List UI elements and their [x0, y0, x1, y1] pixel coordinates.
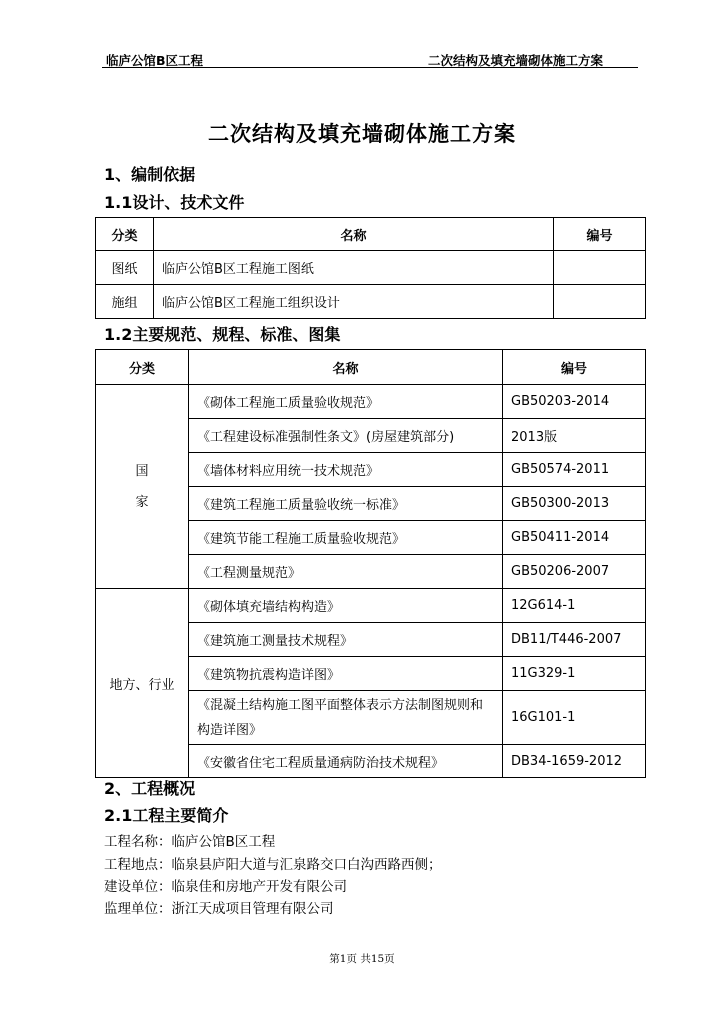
table2-cell-name: 《安徽省住宅工程质量通病防治技术规程》 — [189, 745, 503, 778]
table-row — [96, 385, 646, 419]
table2-header-name: 名称 — [189, 350, 503, 385]
table2-cell-name: 《建筑物抗震构造详图》 — [189, 657, 503, 691]
table2-cell-name: 《建筑施工测量技术规程》 — [189, 623, 503, 657]
section-heading-1-2: 1.2主要规范、规程、标准、图集 — [104, 325, 341, 344]
category-line: 国 — [135, 463, 149, 479]
section-heading-2-1: 2.1工程主要简介 — [104, 806, 229, 825]
table2-cell-code: DB34-1659-2012 — [503, 745, 646, 778]
project-owner: 建设单位：临泉佳和房地产开发有限公司 — [104, 879, 347, 895]
table2-cell-name: 《砌体填充墙结构构造》 — [189, 589, 503, 623]
table2-cell-code: DB11/T446-2007 — [503, 623, 646, 657]
category-line: 家 — [135, 494, 149, 510]
table2-cell-code: GB50574-2011 — [503, 453, 646, 487]
table1-cell-name: 临庐公馆B区工程施工组织设计 — [154, 285, 554, 319]
table2-cell-code: 12G614-1 — [503, 589, 646, 623]
section-heading-2: 2、工程概况 — [104, 779, 196, 798]
table2-cell-code: GB50206-2007 — [503, 555, 646, 589]
design-documents-table — [95, 217, 646, 319]
table1-header-category: 分类 — [96, 218, 154, 251]
table1-header-code: 编号 — [554, 218, 646, 251]
page-number: 第1页 共15页 — [329, 953, 395, 965]
section-heading-1-1: 1.1设计、技术文件 — [104, 193, 245, 212]
table2-header-category: 分类 — [96, 350, 189, 385]
project-supervisor: 监理单位：浙江天成项目管理有限公司 — [104, 901, 334, 917]
table2-category-local: 地方、行业 — [96, 589, 189, 778]
document-title: 二次结构及填充墙砌体施工方案 — [208, 122, 516, 146]
table2-cell-code: 11G329-1 — [503, 657, 646, 691]
table2-cell-name: 《工程测量规范》 — [189, 555, 503, 589]
table2-cell-name: 《建筑工程施工质量验收统一标准》 — [189, 487, 503, 521]
table2-cell-code: GB50411-2014 — [503, 521, 646, 555]
table2-cell-name: 《砌体工程施工质量验收规范》 — [189, 385, 503, 419]
table2-cell-name: 《建筑节能工程施工质量验收规范》 — [189, 521, 503, 555]
header-divider — [102, 67, 638, 68]
table2-cell-code: GB50300-2013 — [503, 487, 646, 521]
project-name: 工程名称：临庐公馆B区工程 — [104, 834, 276, 850]
table2-header-code: 编号 — [503, 350, 646, 385]
section-heading-1: 1、编制依据 — [104, 165, 196, 184]
table2-cell-name: 《墙体材料应用统一技术规范》 — [189, 453, 503, 487]
table2-cell-name: 《混凝土结构施工图平面整体表示方法制图规则和构造详图》 — [189, 691, 503, 745]
table1-cell-name: 临庐公馆B区工程施工图纸 — [154, 251, 554, 285]
header-right: 二次结构及填充墙砌体施工方案 — [428, 53, 604, 68]
table2-category-national — [96, 385, 189, 589]
header-left: 临庐公馆B区工程 — [106, 53, 204, 68]
table1-cell-category: 施组 — [96, 285, 154, 319]
table-row — [96, 251, 646, 285]
table2-cell-name: 《工程建设标准强制性条文》(房屋建筑部分) — [189, 419, 503, 453]
table1-cell-code — [554, 251, 646, 285]
table1-header-name: 名称 — [154, 218, 554, 251]
table-row — [96, 285, 646, 319]
table1-cell-code — [554, 285, 646, 319]
standards-table — [95, 349, 646, 778]
table-row — [96, 589, 646, 623]
table2-cell-code: 2013版 — [503, 419, 646, 453]
table2-cell-code: GB50203-2014 — [503, 385, 646, 419]
project-location: 工程地点：临泉县庐阳大道与汇泉路交口白沟西路西侧； — [104, 857, 442, 873]
table2-cell-code: 16G101-1 — [503, 691, 646, 745]
table1-cell-category: 图纸 — [96, 251, 154, 285]
